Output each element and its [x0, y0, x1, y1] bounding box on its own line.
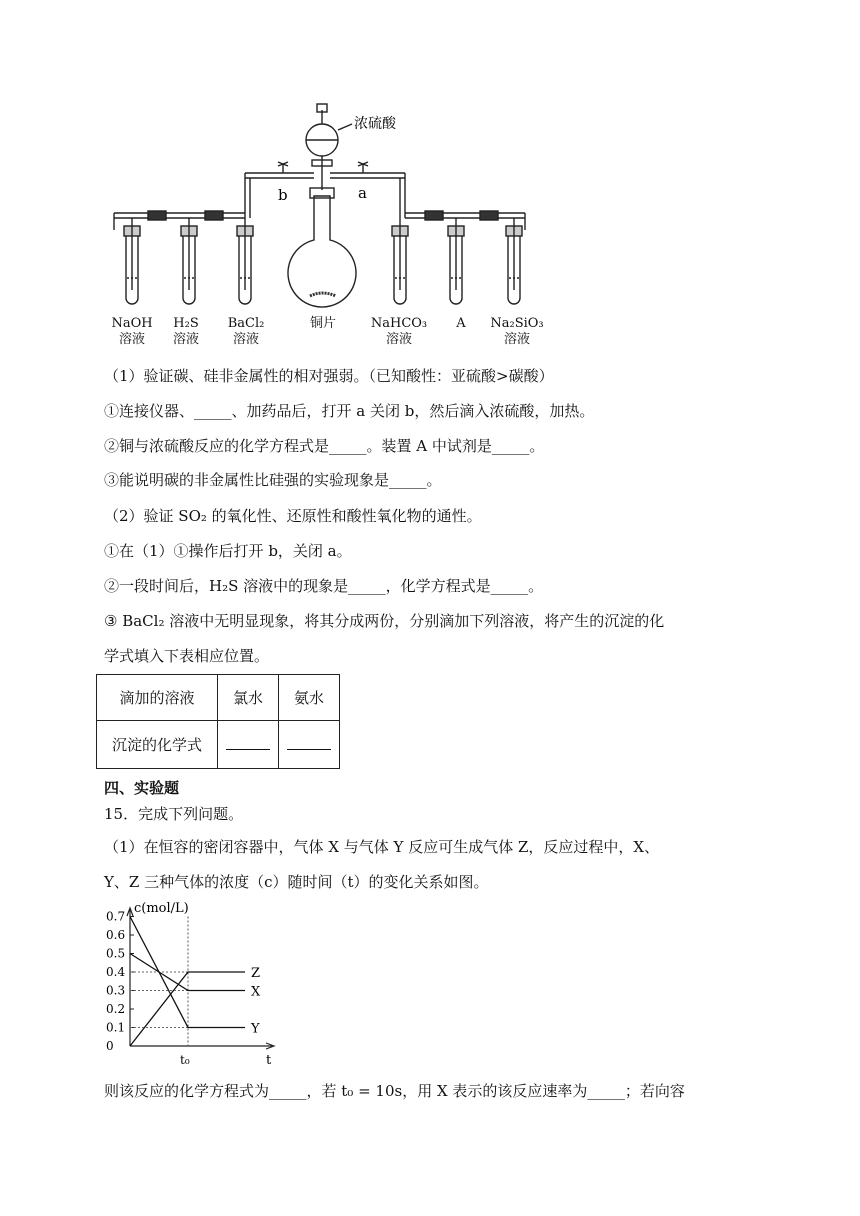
label-nahco3: NaHCO₃ 溶液	[370, 316, 428, 347]
table-answer-blank-2[interactable]	[279, 721, 340, 769]
label-h2s: H₂S 溶液	[172, 316, 199, 347]
y-tick-label: 0.5	[106, 946, 126, 961]
label-na2sio3: Na₂SiO₃ 溶液	[490, 316, 544, 347]
question-2-step-2: ②一段时间后，H₂S 溶液中的现象是_____，化学方程式是_____。	[104, 577, 544, 595]
y-tick-label: 0.4	[106, 965, 126, 979]
y-tick-label: 0.2	[106, 1002, 126, 1016]
funnel-label: 浓硫酸	[354, 116, 396, 132]
table-header-solution: 滴加的溶液	[97, 675, 218, 721]
question-1-title: （1）验证碳、硅非金属性的相对强弱。（已知酸性：亚硫酸>碳酸）	[104, 367, 554, 385]
question-15-part-1a: （1）在恒容的密闭容器中，气体 X 与气体 Y 反应可生成气体 Z，反应过程中，X、	[104, 838, 660, 856]
label-bacl2: BaCl₂ 溶液	[227, 316, 265, 347]
question-2-title: （2）验证 SO₂ 的氧化性、还原性和酸性氧化物的通性。	[104, 507, 482, 525]
y-axis-label: c(mol/L)	[134, 901, 189, 916]
round-flask	[288, 196, 356, 307]
y-tick-label: 0.1	[106, 1020, 126, 1035]
question-15-final-line: 则该反应的化学方程式为_____，若 t₀ = 10s，用 X 表示的该反应速率为_____；若向容	[104, 1082, 685, 1100]
question-1-step-2: ②铜与浓硫酸反应的化学方程式是_____。装置 A 中试剂是_____。	[104, 437, 545, 455]
series-label-z: Z	[251, 966, 261, 981]
y-tick-label: 0	[106, 1039, 114, 1053]
test-tube-na2sio3	[506, 218, 522, 304]
valve-a-label: a	[358, 184, 367, 202]
table-row-label: 沉淀的化学式	[97, 721, 218, 769]
question-1-step-3: ③能说明碳的非金属性比硅强的实验现象是_____。	[104, 471, 442, 489]
copper-pieces	[310, 293, 336, 296]
label-a: A	[456, 316, 466, 331]
precipitate-table	[96, 674, 340, 769]
apparatus-diagram	[100, 100, 560, 350]
test-tube-naoh	[124, 218, 140, 304]
x-tick-t0: t₀	[180, 1053, 190, 1067]
question-1-step-1: ①连接仪器、_____、加药品后，打开 a 关闭 b，然后滴入浓硫酸，加热。	[104, 402, 595, 420]
question-15: 15．完成下列问题。	[104, 805, 244, 823]
question-2-step-3a: ③ BaCl₂ 溶液中无明显现象，将其分成两份，分别滴加下列溶液，将产生的沉淀的化	[104, 612, 665, 630]
question-2-step-1: ①在（1）①操作后打开 b，关闭 a。	[104, 542, 352, 560]
test-tube-nahco3	[392, 218, 408, 304]
table-answer-blank-1[interactable]	[218, 721, 279, 769]
test-tube-a	[448, 218, 464, 304]
label-copper: 铜片	[309, 316, 336, 331]
label-naoh: NaOH 溶液	[111, 316, 153, 347]
x-axis-label: t	[266, 1053, 272, 1068]
question-2-step-3b: 学式填入下表相应位置。	[104, 647, 270, 665]
table-header-chlorine-water: 氯水	[218, 675, 279, 721]
concentration-time-chart	[100, 896, 300, 1096]
y-tick-label: 0.6	[106, 928, 126, 942]
valve-b-label: b	[278, 186, 288, 204]
question-15-part-1b: Y、Z 三种气体的浓度（c）随时间（t）的变化关系如图。	[104, 873, 489, 891]
y-tick-label: 0.7	[106, 909, 126, 924]
test-tube-h2s	[181, 218, 197, 304]
series-label-x: X	[251, 984, 261, 1000]
test-tube-bacl2	[237, 218, 253, 304]
section-heading: 四、实验题	[104, 779, 180, 797]
table-header-ammonia-water: 氨水	[279, 675, 340, 721]
y-tick-label: 0.3	[106, 983, 126, 998]
series-label-y: Y	[251, 1021, 260, 1037]
